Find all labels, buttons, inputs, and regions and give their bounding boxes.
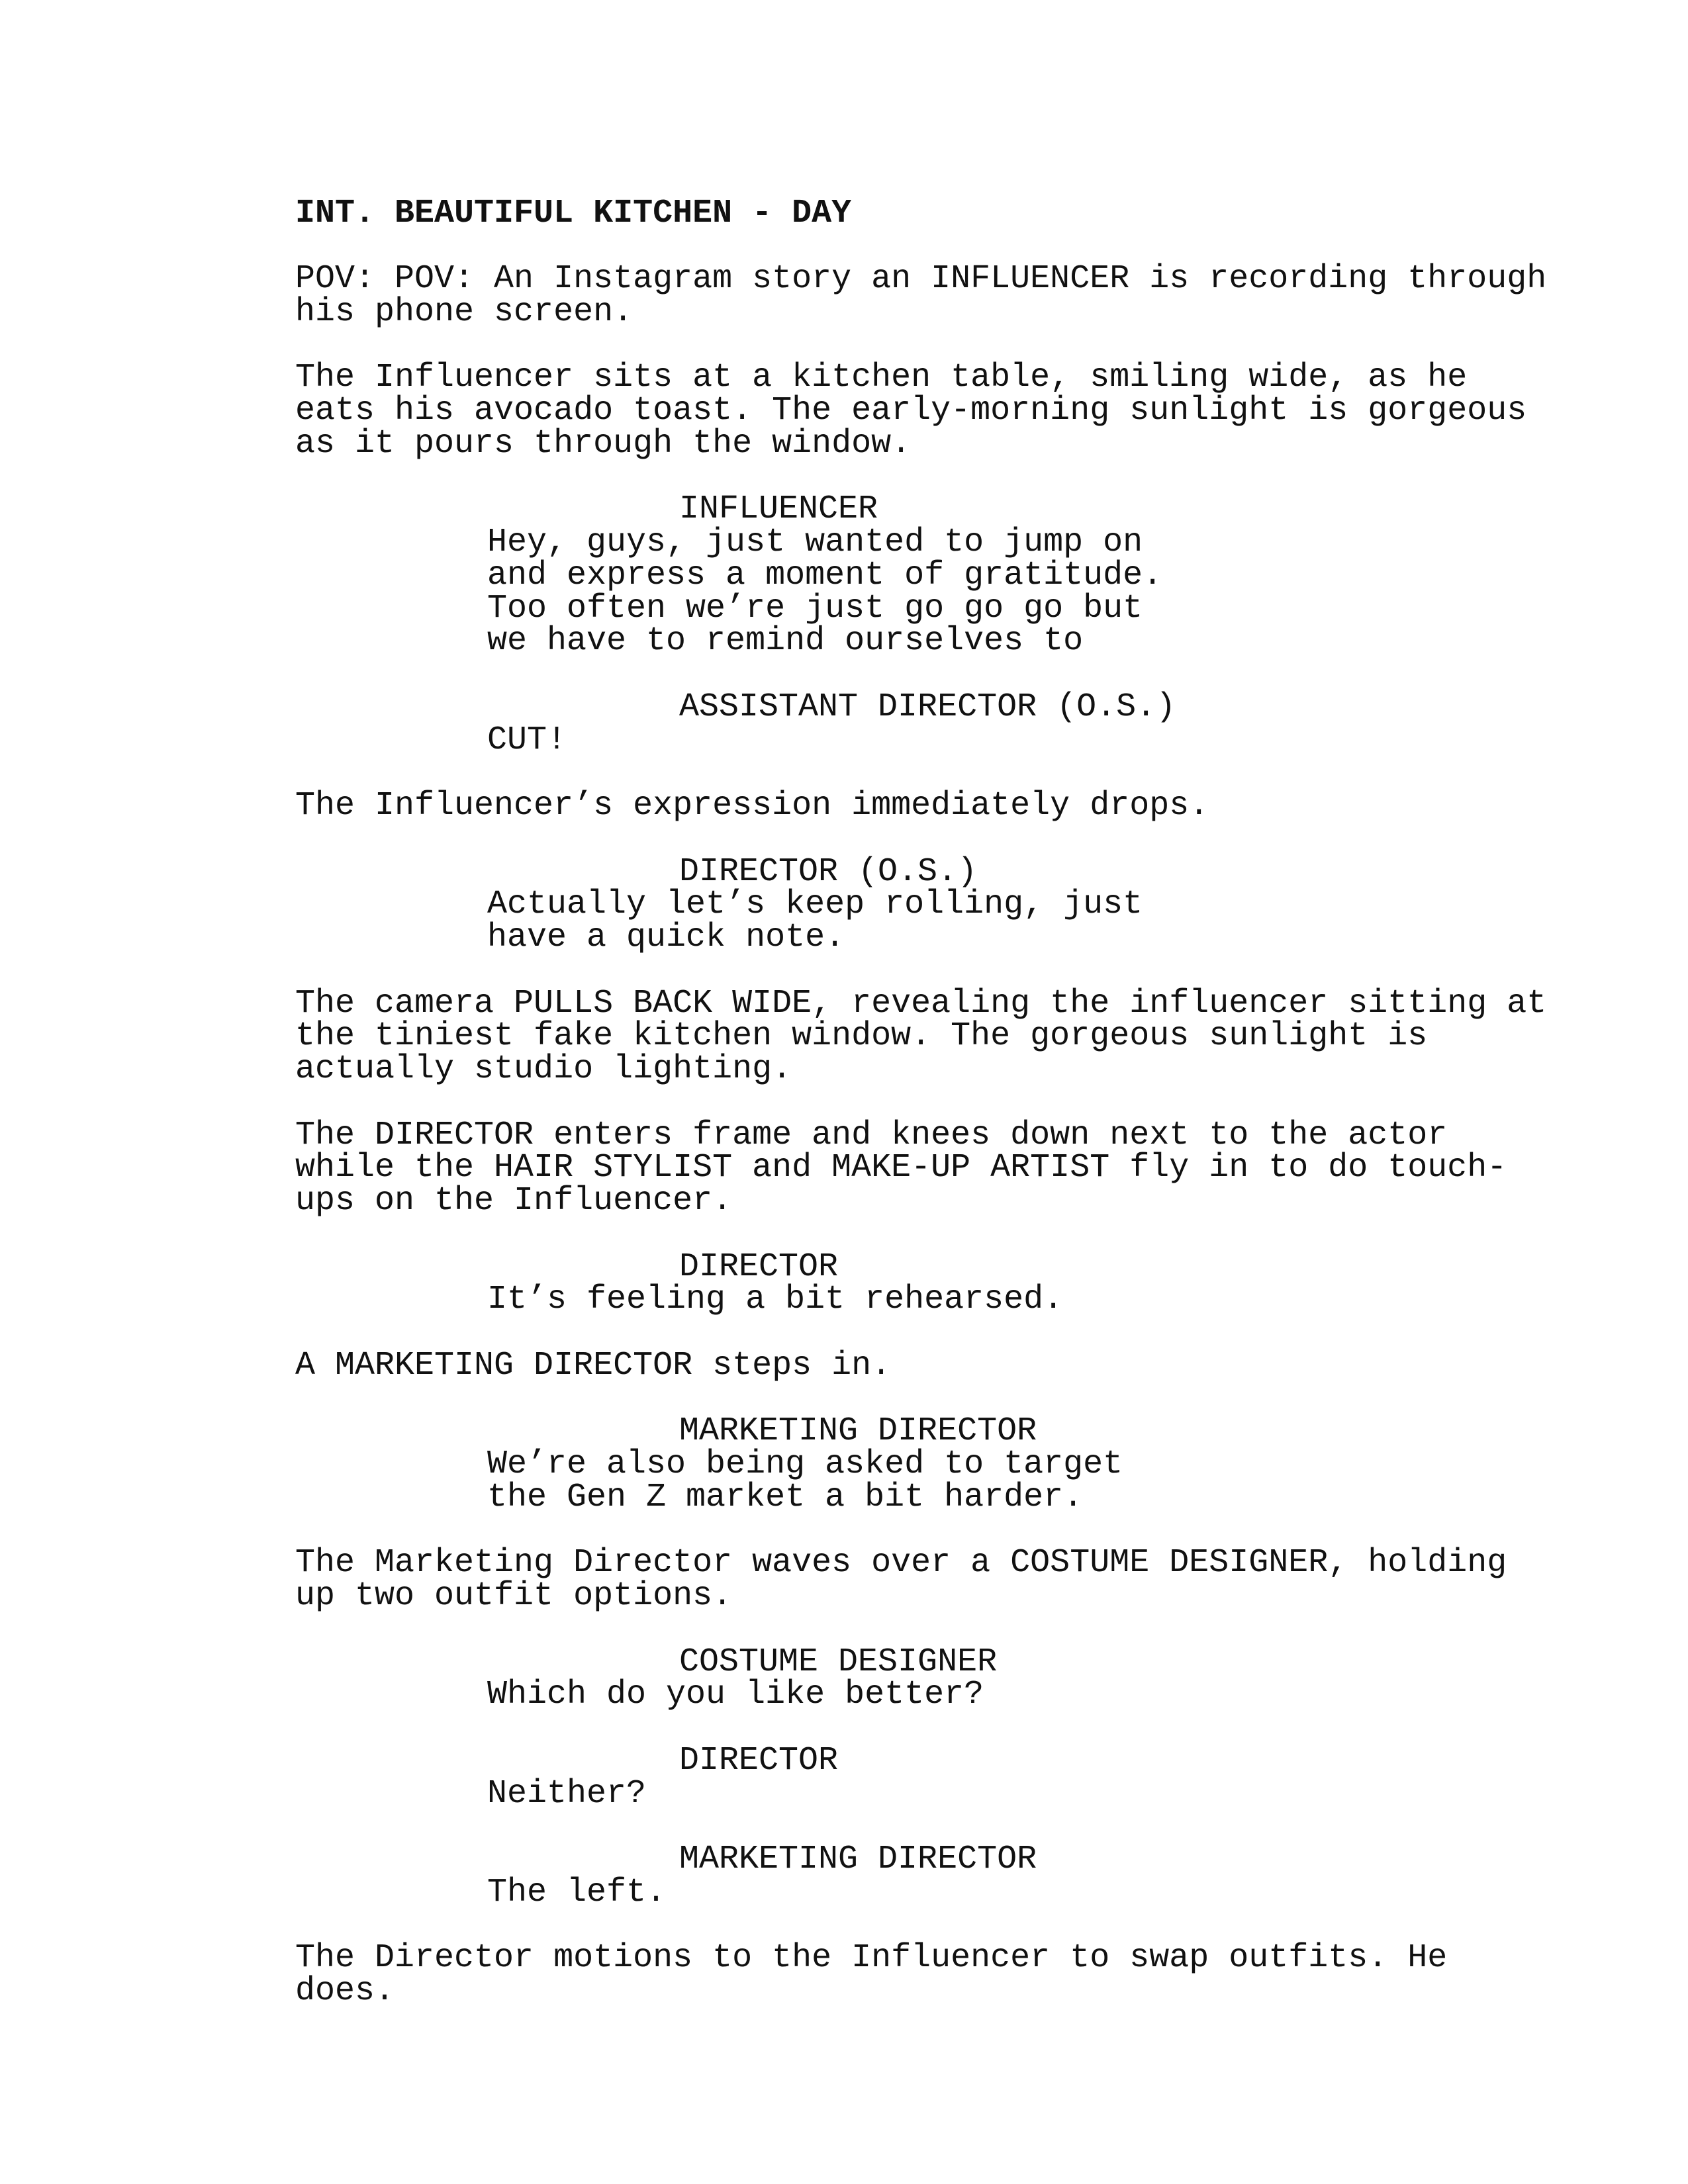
- action-line: actually studio lighting.: [295, 1050, 792, 1088]
- dialogue-line: the Gen Z market a bit harder.: [487, 1479, 1084, 1516]
- dialogue-line: we have to remind ourselves to: [487, 622, 1084, 660]
- action-line: the tiniest fake kitchen window. The gorgeous sunlight is: [295, 1017, 1428, 1055]
- dialogue-line: Hey, guys, just wanted to jump on: [487, 523, 1143, 561]
- character-name: DIRECTOR (O.S.): [679, 853, 978, 891]
- dialogue-line: Too often we’re just go go go but: [487, 590, 1143, 627]
- action-line: his phone screen.: [295, 293, 633, 331]
- character-name: MARKETING DIRECTOR: [679, 1412, 1037, 1450]
- dialogue-line: We’re also being asked to target: [487, 1445, 1123, 1483]
- action-line: as it pours through the window.: [295, 425, 912, 463]
- dialogue-line: Neither?: [487, 1775, 647, 1813]
- action-line: A MARKETING DIRECTOR steps in.: [295, 1347, 892, 1385]
- dialogue-line: CUT!: [487, 721, 567, 759]
- character-name: INFLUENCER: [679, 490, 878, 528]
- dialogue-line: Which do you like better?: [487, 1676, 984, 1713]
- dialogue-line: The left.: [487, 1874, 667, 1911]
- action-line: The Marketing Director waves over a COSTUME DESIGNER, holding: [295, 1544, 1507, 1582]
- action-line: The Influencer sits at a kitchen table, smiling wide, as he: [295, 359, 1468, 396]
- scene-heading: INT. BEAUTIFUL KITCHEN - DAY: [295, 195, 852, 232]
- character-name: DIRECTOR: [679, 1742, 839, 1780]
- action-line: up two outfit options.: [295, 1577, 733, 1615]
- action-line: does.: [295, 1972, 395, 2010]
- action-line: The Director motions to the Influencer to swap outfits. He: [295, 1939, 1448, 1977]
- character-name: DIRECTOR: [679, 1248, 839, 1286]
- action-line: ups on the Influencer.: [295, 1182, 733, 1220]
- character-name: MARKETING DIRECTOR: [679, 1841, 1037, 1878]
- character-name: COSTUME DESIGNER: [679, 1643, 998, 1681]
- dialogue-line: and express a moment of gratitude.: [487, 557, 1163, 594]
- action-line: while the HAIR STYLIST and MAKE-UP ARTIST fly in to do touch-: [295, 1149, 1507, 1187]
- action-line: The camera PULLS BACK WIDE, revealing the influencer sitting at: [295, 985, 1547, 1023]
- dialogue-line: Actually let’s keep rolling, just: [487, 886, 1143, 923]
- dialogue-line: It’s feeling a bit rehearsed.: [487, 1281, 1064, 1318]
- action-line: The Influencer’s expression immediately drops.: [295, 787, 1209, 825]
- action-line: eats his avocado toast. The early-morning sunlight is gorgeous: [295, 392, 1527, 430]
- action-line: The DIRECTOR enters frame and knees down next to the actor: [295, 1116, 1448, 1154]
- dialogue-line: have a quick note.: [487, 919, 845, 956]
- character-name: ASSISTANT DIRECTOR (O.S.): [679, 688, 1176, 726]
- action-line: POV: POV: An Instagram story an INFLUENCER is recording through: [295, 260, 1547, 298]
